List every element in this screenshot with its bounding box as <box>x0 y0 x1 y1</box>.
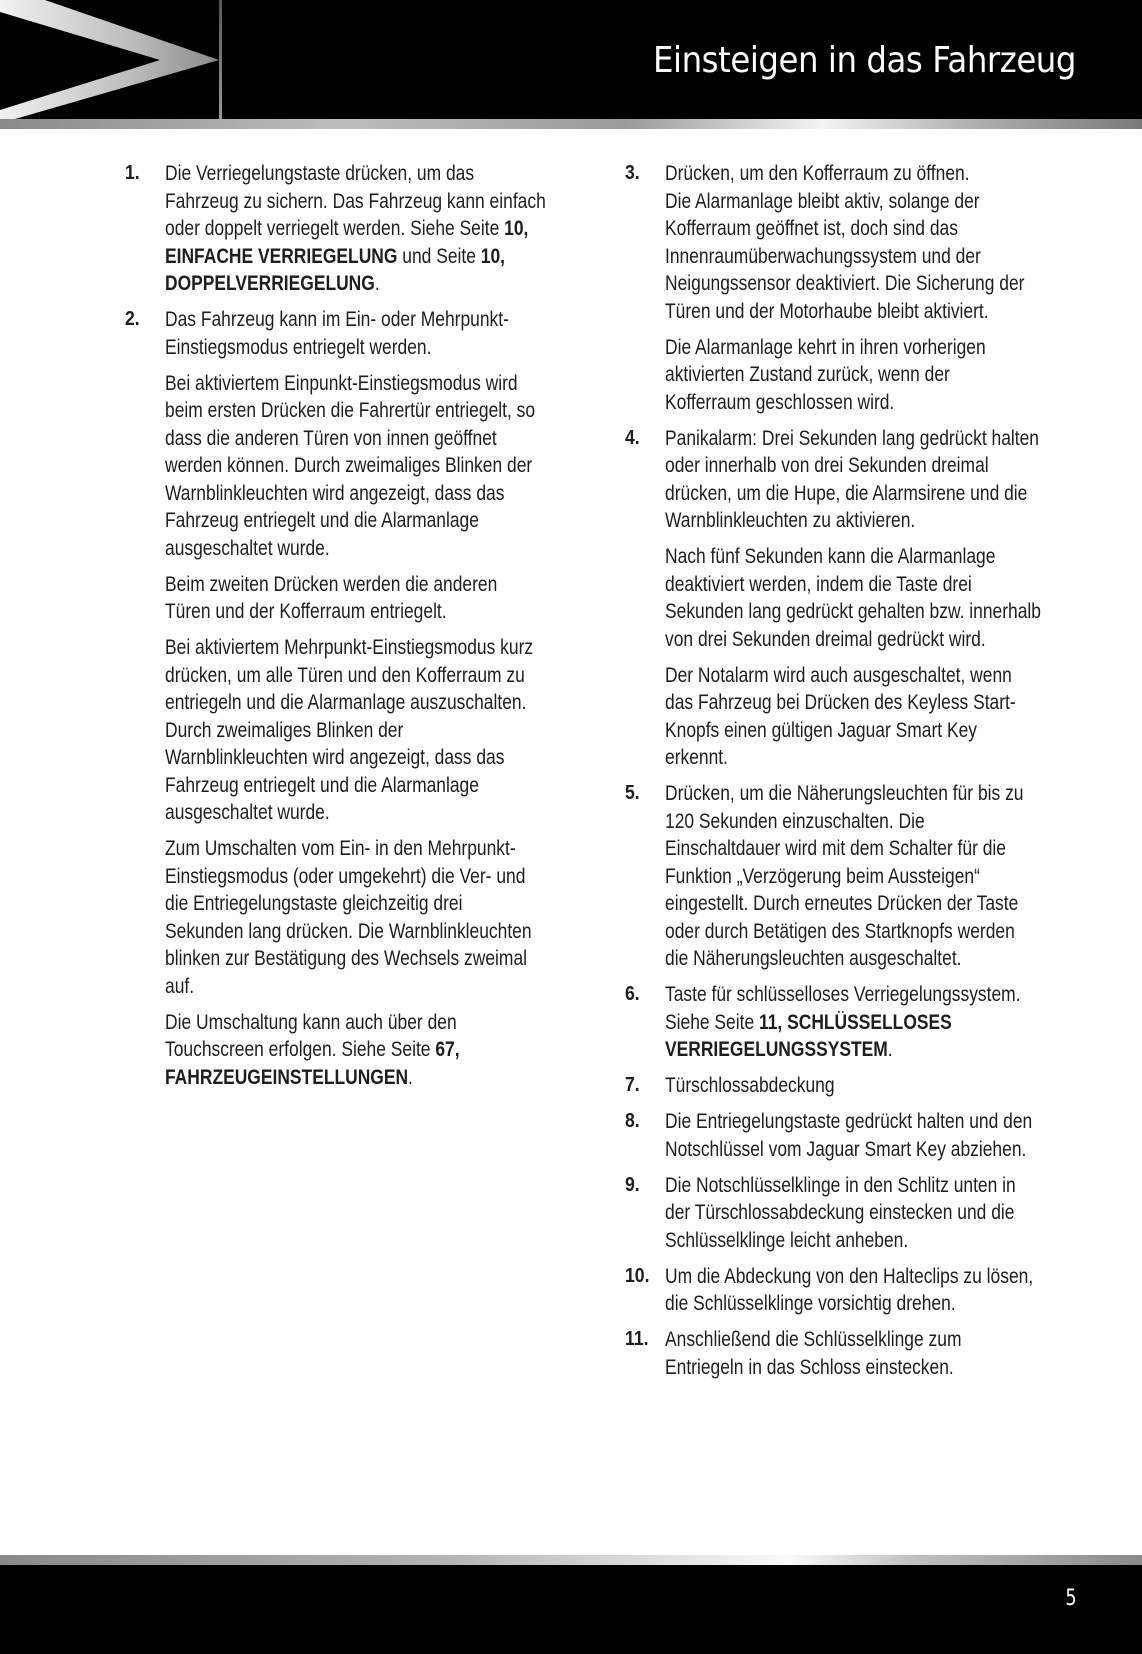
text-line: oder doppelt verriegelt werden. Siehe Seite 10, <box>165 217 529 240</box>
text-line: deaktiviert werden, indem die Taste drei <box>665 572 972 596</box>
text-line: Einschaltdauer wird mit dem Schalter für die <box>665 837 1007 860</box>
numbered-list-item <box>625 981 1118 1064</box>
footer-silver-bar <box>0 1555 1142 1565</box>
text-line: eingestellt. Durch erneutes Drücken der Taste <box>665 892 1019 915</box>
text-line: FAHRZEUGEINSTELLUNGEN. <box>165 1065 413 1089</box>
text-line: Nach fünf Sekunden kann die Alarmanlage <box>665 545 996 568</box>
list-item-number: 8. <box>625 1110 640 1132</box>
list-item-number: 3. <box>625 162 640 184</box>
left-column <box>125 160 624 1100</box>
right-column <box>625 160 1118 1390</box>
text-line: erkennt. <box>665 746 728 769</box>
text-line: Innenraumüberwachungssystem und der <box>665 244 981 268</box>
text-line: Entriegeln in das Schloss einstecken. <box>665 1355 954 1379</box>
text-line: Anschließend die Schlüsselklinge zum <box>665 1328 962 1351</box>
list-item-paragraph <box>125 370 624 563</box>
text-line: drücken, um alle Türen und den Kofferraum zu <box>165 663 525 687</box>
text-line: Sekunden lang gedrückt gehalten bzw. innerhalb <box>665 600 1041 623</box>
text-line: Sekunden lang drücken. Die Warnblinkleuchten <box>165 919 532 943</box>
text-line: Notschlüssel vom Jaguar Smart Key abziehen. <box>665 1137 1027 1161</box>
text-line: ausgeschaltet wurde. <box>165 536 330 560</box>
list-item-number: 6. <box>625 983 640 1005</box>
text-line: Drücken, um den Kofferraum zu öffnen. <box>665 162 970 185</box>
list-item-paragraph <box>625 662 1118 772</box>
text-line: Das Fahrzeug kann im Ein- oder Mehrpunkt- <box>165 308 509 331</box>
text-line: Die Verriegelungstaste drücken, um das <box>165 162 475 185</box>
numbered-list-item <box>625 1263 1118 1318</box>
text-line: Warnblinkleuchten wird angezeigt, dass das <box>165 481 505 505</box>
page-footer <box>0 1565 1142 1654</box>
page-number: 5 <box>1065 1586 1077 1611</box>
text-line: die Näherungsleuchten ausgeschaltet. <box>665 947 962 970</box>
text-line: oder durch Betätigen des Startknopfs werden <box>665 919 1015 943</box>
text-line: Bei aktiviertem Einpunkt-Einstiegsmodus wird <box>165 371 518 395</box>
list-item-number: 10. <box>625 1264 650 1287</box>
numbered-list-item <box>625 1108 1118 1163</box>
list-item-number: 11. <box>625 1328 649 1350</box>
text-line: Türschlossabdeckung <box>665 1074 835 1097</box>
text-line: Schlüsselklinge leicht anheben. <box>665 1228 909 1252</box>
text-line: die Schlüsselklinge vorsichtig drehen. <box>665 1292 956 1315</box>
list-item-number: 9. <box>625 1173 640 1196</box>
text-line: Um die Abdeckung von den Halteclips zu lösen, <box>665 1264 1034 1288</box>
text-line: Drücken, um die Näherungsleuchten für bis zu <box>665 782 1024 805</box>
text-line: aktivierten Zustand zurück, wenn der <box>665 363 950 386</box>
numbered-list-item <box>625 780 1118 973</box>
text-line: Taste für schlüsselloses Verriegelungssystem. <box>665 983 1021 1006</box>
chevron-graphic-icon <box>0 0 219 119</box>
text-line: Warnblinkleuchten wird angezeigt, dass das <box>165 746 505 769</box>
list-item-paragraph <box>125 571 624 626</box>
text-line: auf. <box>165 974 195 998</box>
text-line: EINFACHE VERRIEGELUNG und Seite 10, <box>165 244 506 268</box>
text-line: Türen und der Motorhaube bleibt aktiviert. <box>665 299 989 323</box>
text-line: werden können. Durch zweimaliges Blinken der <box>165 454 533 477</box>
list-item-number: 1. <box>125 162 140 184</box>
list-item-paragraph <box>625 334 1118 417</box>
text-line: beim ersten Drücken die Fahrertür entriegelt, so <box>165 399 536 422</box>
text-line: Panikalarm: Drei Sekunden lang gedrückt halten <box>665 426 1040 450</box>
numbered-list-item <box>625 1326 1118 1381</box>
numbered-list-item <box>625 1072 1118 1100</box>
page-header <box>0 0 1142 119</box>
text-line: Einstiegsmodus entriegelt werden. <box>165 335 432 359</box>
text-line: Beim zweiten Drücken werden die anderen <box>165 572 498 596</box>
text-line: Zum Umschalten vom Ein- in den Mehrpunkt- <box>165 837 516 860</box>
text-line: Neigungssensor deaktiviert. Die Sicherung der <box>665 272 1025 295</box>
list-item-number: 4. <box>625 426 640 449</box>
text-line: blinken zur Bestätigung des Wechsels zweimal <box>165 947 528 970</box>
list-item-number: 5. <box>625 782 640 804</box>
text-line: die Entriegelungstaste gleichzeitig drei <box>165 892 463 915</box>
list-item-number: 7. <box>625 1074 640 1096</box>
text-line: der Türschlossabdeckung einstecken und die <box>665 1201 1015 1224</box>
text-line: drücken, um die Hupe, die Alarmsirene und die <box>665 481 1028 505</box>
text-line: 120 Sekunden einzuschalten. Die <box>665 809 925 833</box>
list-item-paragraph <box>125 1009 624 1092</box>
text-line: Touchscreen erfolgen. Siehe Seite 67, <box>165 1038 460 1061</box>
text-line: Kofferraum geöffnet ist, doch sind das <box>665 217 958 240</box>
list-item-paragraph <box>625 543 1118 653</box>
list-item-paragraph <box>125 634 624 827</box>
page-title: Einsteigen in das Fahrzeug <box>652 40 1076 81</box>
text-line: DOPPELVERRIEGELUNG. <box>165 272 380 295</box>
text-line: Die Notschlüsselklinge in den Schlitz unten in <box>665 1173 1016 1197</box>
text-line: Die Alarmanlage kehrt in ihren vorherigen <box>665 335 986 359</box>
header-silver-bar <box>0 119 1142 129</box>
text-line: Die Umschaltung kann auch über den <box>165 1010 457 1034</box>
text-line: das Fahrzeug bei Drücken des Keyless Start- <box>665 691 1016 714</box>
text-line: entriegeln und die Alarmanlage auszuschalten. <box>165 691 527 714</box>
numbered-list-item <box>625 425 1118 535</box>
text-line: VERRIEGELUNGSSYSTEM. <box>665 1038 893 1061</box>
numbered-list-item <box>125 306 624 361</box>
text-line: Bei aktiviertem Mehrpunkt-Einstiegsmodus kurz <box>165 636 534 659</box>
text-line: Kofferraum geschlossen wird. <box>665 390 895 414</box>
text-line: Der Notalarm wird auch ausgeschaltet, wenn <box>665 663 1012 687</box>
text-line: Fahrzeug zu sichern. Das Fahrzeug kann einfach <box>165 189 546 213</box>
text-line: Knopfs einen gültigen Jaguar Smart Key <box>665 718 978 742</box>
header-divider <box>219 0 222 119</box>
numbered-list-item <box>125 160 624 298</box>
text-line: ausgeschaltet wurde. <box>165 801 330 824</box>
numbered-list-item <box>625 160 1118 325</box>
numbered-list-item <box>625 1172 1118 1255</box>
text-line: Fahrzeug entriegelt und die Alarmanlage <box>165 773 479 797</box>
text-line: Funktion „Verzögerung beim Aussteigen“ <box>665 864 980 888</box>
text-line: Siehe Seite 11, SCHLÜSSELLOSES <box>665 1010 952 1034</box>
text-line: Warnblinkleuchten zu aktivieren. <box>665 509 916 532</box>
list-item-number: 2. <box>125 308 140 330</box>
text-line: Einstiegsmodus (oder umgekehrt) die Ver- und <box>165 864 526 888</box>
text-line: von drei Sekunden dreimal gedrückt wird. <box>665 627 986 651</box>
text-line: Durch zweimaliges Blinken der <box>165 718 404 742</box>
text-line: Die Alarmanlage bleibt aktiv, solange der <box>665 189 980 213</box>
text-line: Die Entriegelungstaste gedrückt halten und den <box>665 1110 1033 1133</box>
text-line: dass die anderen Türen von innen geöffnet <box>165 426 497 450</box>
list-item-paragraph <box>125 835 624 1000</box>
text-line: Türen und der Kofferraum entriegelt. <box>165 600 447 623</box>
text-line: Fahrzeug entriegelt und die Alarmanlage <box>165 509 479 532</box>
text-line: oder innerhalb von drei Sekunden dreimal <box>665 454 989 477</box>
